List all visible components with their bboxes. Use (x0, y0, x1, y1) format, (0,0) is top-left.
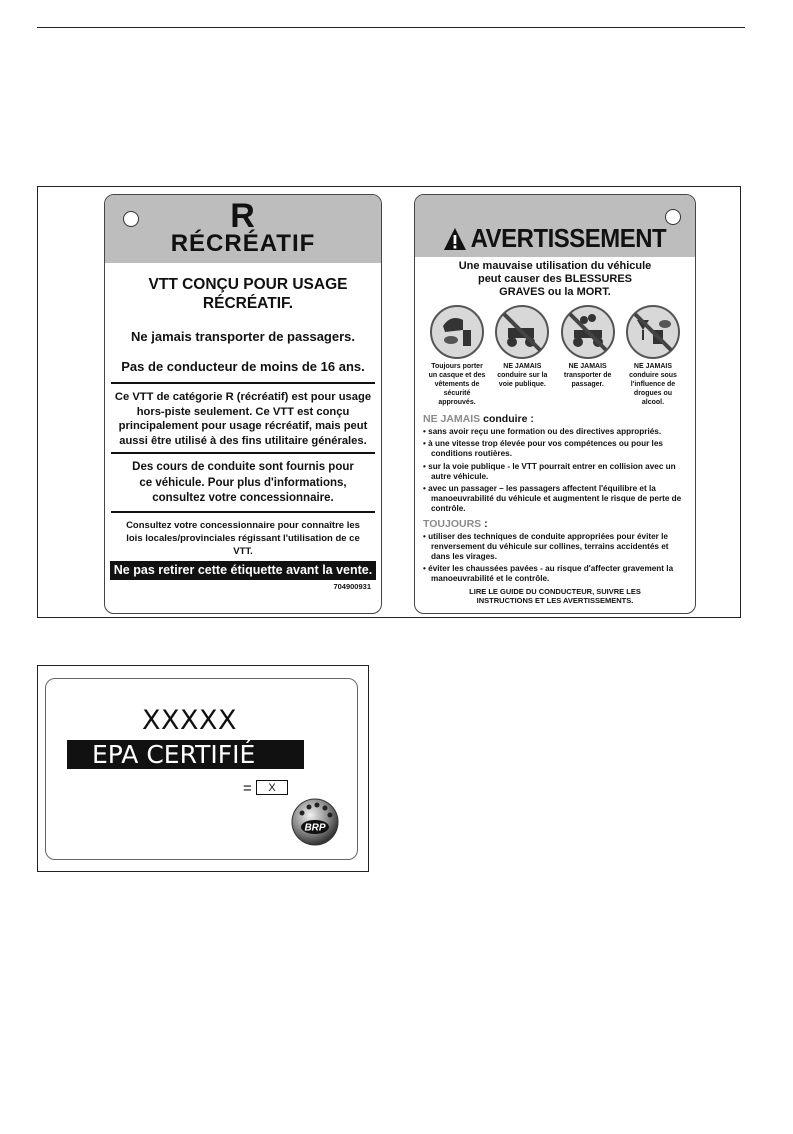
always-item: • utiliser des techniques de conduite appropriées pour éviter le renversement du véhicule sur collines, terrains accidentés et dans les virages. (423, 531, 669, 562)
never-suffix: conduire : (483, 413, 534, 425)
part-number: 704900931 (333, 581, 371, 591)
pictogram (558, 304, 618, 407)
no-passengers-text: Ne jamais transporter de passagers. (131, 329, 355, 344)
protective-gear-icon (429, 304, 485, 360)
minimum-age-text: Pas de conducteur de moins de 16 ans. (121, 359, 365, 374)
warning-title-text: AVERTISSEMENT (470, 223, 667, 253)
svg-text:BRP: BRP (304, 822, 326, 834)
warning-lead: Une mauvaise utilisation du véhicule peut causer des BLESSURES GRAVES ou la MORT. (458, 260, 652, 298)
do-not-remove-banner: Ne pas retirer cette étiquette avant la vente. (110, 561, 376, 580)
no-public-road-icon (494, 304, 550, 360)
no-passenger-icon (560, 304, 616, 360)
never-item: • avec un passager – les passagers affectent l'équilibre et la manoeuvrabilité du véhicule et augmentent le risque de perte de contrôle. (423, 484, 682, 514)
always-heading (423, 518, 695, 530)
brp-logo (290, 797, 340, 852)
brp-logo-icon (290, 797, 340, 847)
divider (111, 382, 375, 384)
pictogram (427, 304, 487, 407)
pictogram (492, 304, 552, 407)
warning-decal-header (415, 195, 695, 257)
model-placeholder: XXXXX (142, 705, 237, 736)
warning-title (443, 223, 666, 254)
no-alcohol-drugs-icon (625, 304, 681, 360)
courses-text: Des cours de conduite sont fournis pour ce véhicule. Pour plus d'informations, consultez votre concessionnaire. (132, 461, 354, 504)
category-title: RÉCRÉATIF (170, 230, 316, 257)
equals-sign: = (243, 780, 252, 797)
epa-certified-banner: EPA CERTIFIÉ (67, 740, 304, 769)
header-rule (37, 27, 745, 28)
pictogram-caption: Toujours porter un casque et des vêtements de sécurité approuvés. (428, 363, 486, 406)
always-suffix: : (484, 517, 488, 530)
divider (111, 452, 375, 454)
mounting-hole-icon (123, 211, 139, 227)
recreational-decal-header (105, 195, 381, 263)
always-item: • éviter les chaussées pavées - au risque d'affecter gravement la manoeuvrabilité et le contrôle. (423, 564, 674, 584)
value-box: X (256, 780, 288, 795)
recreational-main-text: VTT CONÇU POUR USAGE RÉCRÉATIF. (148, 276, 348, 312)
never-item: • à une vitesse trop élevée pour vos compétences ou pour les conditions routières. (423, 439, 663, 459)
pictogram (623, 304, 683, 407)
never-heading (423, 413, 695, 425)
pictogram-row (427, 304, 683, 407)
pictogram-caption: NE JAMAIS transporter de passager. (563, 363, 612, 388)
never-item: • sans avoir reçu une formation ou des directives appropriés. (423, 427, 662, 436)
category-description: Ce VTT de catégorie R (récréatif) est pour usage hors-piste seulement. Ce VTT est conçu principalement pour usage récréatif, mais peut aussi être utilisé à des fins utilitaire générales. (114, 391, 372, 447)
divider (111, 511, 375, 513)
always-label: TOUJOURS (423, 517, 482, 530)
category-letter: R (230, 197, 256, 235)
never-label: NE JAMAIS (423, 413, 481, 425)
dealer-text: Consultez votre concessionnaire pour connaître les lois locales/provinciales régissant l'utilisation de ce VTT. (126, 519, 360, 557)
pictogram-caption: NE JAMAIS conduire sous l'influence de drogues ou alcool. (629, 363, 677, 406)
warning-footer: LIRE LE GUIDE DU CONDUCTEUR, SUIVRE LES INSTRUCTIONS ET LES AVERTISSEMENTS. (469, 586, 641, 605)
never-item: • sur la voie publique - le VTT pourrait entrer en collision avec un autre véhicule. (423, 461, 676, 481)
pictogram-caption: NE JAMAIS conduire sur la voie publique. (497, 363, 548, 388)
recreational-decal (104, 194, 382, 614)
mounting-hole-icon (665, 209, 681, 225)
warning-decal (414, 194, 696, 614)
warning-triangle-icon (443, 227, 467, 251)
